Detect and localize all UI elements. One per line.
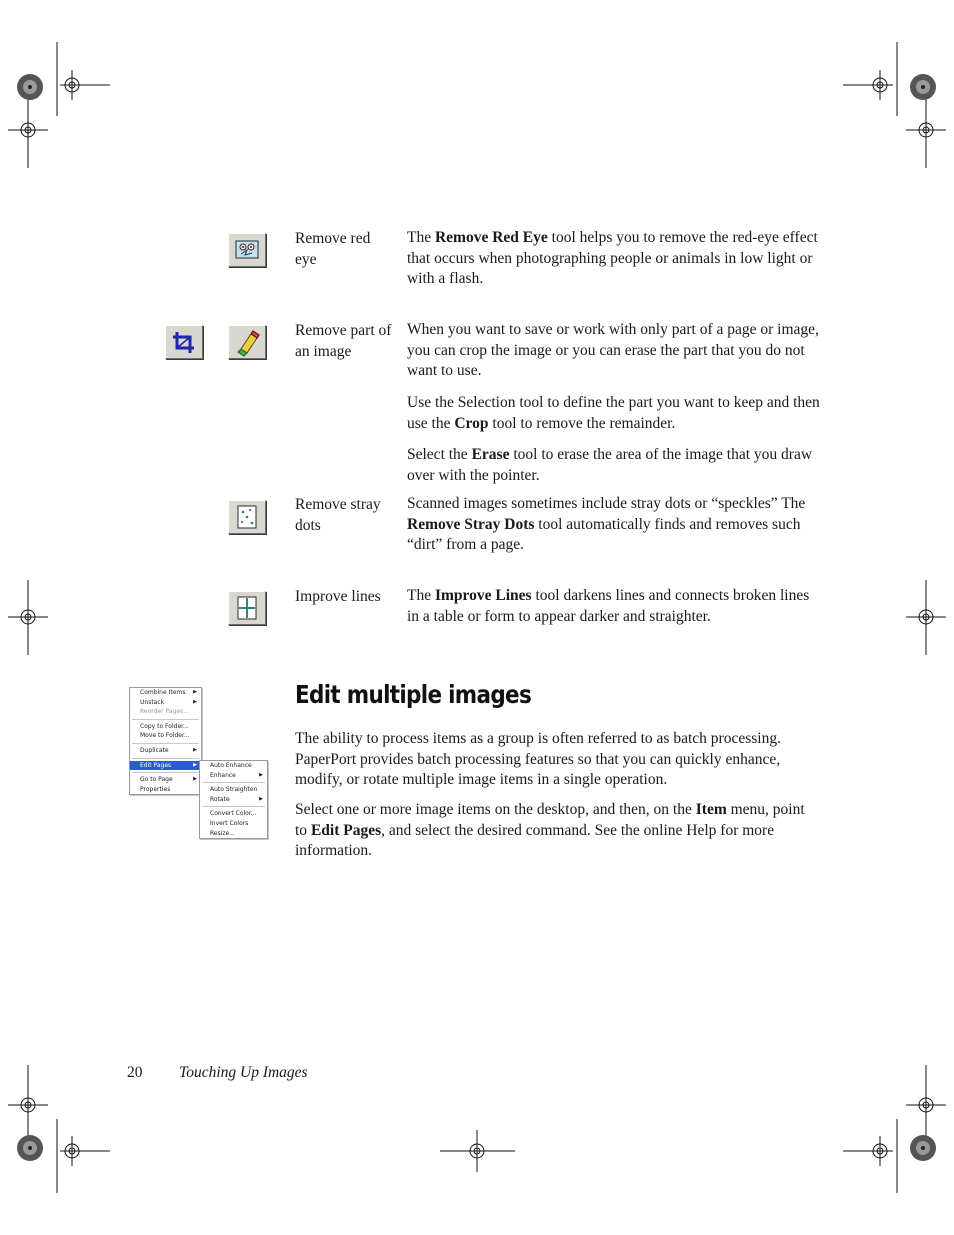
menu-item-label: Convert Color...: [210, 810, 257, 818]
submenu-arrow-icon: ▶: [259, 771, 263, 778]
submenu-arrow-icon: ▶: [193, 761, 197, 768]
menu-item-label: Enhance: [210, 771, 236, 779]
menu-item-label: Move to Folder...: [140, 732, 190, 740]
menu-item-label: Go to Page: [140, 776, 173, 784]
remove-red-eye-tool-button[interactable]: [228, 233, 266, 267]
edit-pages-submenu: [199, 760, 268, 839]
section-paragraph: Select one or more image items on the desktop, and then, on the Item menu, point to Edit Pages, and select the desired command. See the online Help for more information.: [295, 801, 805, 859]
section-heading: Edit multiple images: [295, 680, 532, 709]
menu-separator: [132, 719, 199, 720]
menu-item-label: Rotate: [210, 795, 230, 803]
row-label-remove-stray-dots: Remove stray dots: [295, 496, 381, 534]
menu-item-enhance[interactable]: [200, 771, 267, 781]
menu-item-reorder-pages[interactable]: [130, 707, 201, 717]
row-description: Use the Selection tool to define the part you want to keep and then use the Crop tool to remove the remainder.: [407, 394, 820, 432]
crop-icon: [166, 326, 202, 358]
menu-item-label: Duplicate: [140, 746, 169, 754]
submenu-arrow-icon: ▶: [193, 746, 197, 753]
menu-separator: [132, 743, 199, 744]
submenu-arrow-icon: ▶: [193, 776, 197, 783]
row-label-remove-red-eye: Remove red eye: [295, 230, 371, 268]
menu-item-label: Reorder Pages...: [140, 708, 189, 716]
menu-item-edit-pages[interactable]: [130, 761, 201, 771]
row-description: When you want to save or work with only part of a page or image, you can crop the image or you can erase the part that you do not want to use.: [407, 321, 819, 379]
erase-tool-button[interactable]: [228, 325, 266, 359]
menu-item-auto-enhance[interactable]: [200, 761, 267, 771]
menu-item-convert-color[interactable]: [200, 809, 267, 819]
menu-item-resize[interactable]: [200, 829, 267, 839]
menu-item-properties[interactable]: [130, 785, 201, 795]
row-description: The Remove Red Eye tool helps you to remove the red-eye effect that occurs when photographing people or animals in low light or with a flash.: [407, 229, 818, 287]
menu-item-unstack[interactable]: [130, 698, 201, 708]
improve-lines-tool-button[interactable]: [228, 591, 266, 625]
running-footer-chapter: Touching Up Images: [179, 1064, 308, 1081]
row-description: Select the Erase tool to erase the area of the image that you draw over with the pointer.: [407, 446, 813, 484]
menu-item-label: Unstack: [140, 698, 165, 706]
menu-item-label: Auto Straighten: [210, 786, 258, 794]
submenu-arrow-icon: ▶: [193, 689, 197, 695]
menu-item-label: Edit Pages: [140, 761, 172, 769]
menu-separator: [202, 782, 265, 783]
row-label-improve-lines: Improve lines: [295, 588, 381, 605]
menu-item-invert-colors[interactable]: [200, 819, 267, 829]
item-context-menu: [129, 687, 202, 795]
section-paragraph: The ability to process items as a group is often referred to as batch processing. PaperPort provides batch processing features so that you can quickly enhance, modify, or rotate multiple image items in a single operation.: [295, 730, 781, 788]
eraser-icon: [229, 326, 265, 358]
submenu-arrow-icon: ▶: [259, 795, 263, 802]
menu-item-copy-to-folder[interactable]: [130, 722, 201, 732]
page-number: 20: [127, 1064, 143, 1081]
menu-item-label: Auto Enhance: [210, 762, 252, 769]
menu-separator: [132, 758, 199, 759]
submenu-arrow-icon: ▶: [193, 698, 197, 705]
improve-lines-icon: [229, 592, 265, 624]
menu-item-move-to-folder[interactable]: [130, 731, 201, 741]
stray-dots-icon: [229, 501, 265, 533]
menu-item-label: Copy to Folder...: [140, 722, 189, 730]
row-label-remove-part: Remove part of an image: [295, 322, 392, 360]
menu-separator: [202, 806, 265, 807]
menu-separator: [132, 772, 199, 773]
crop-tool-button[interactable]: [165, 325, 203, 359]
menu-item-go-to-page[interactable]: [130, 775, 201, 785]
menu-item-duplicate[interactable]: [130, 746, 201, 756]
remove-stray-dots-tool-button[interactable]: [228, 500, 266, 534]
row-description: Scanned images sometimes include stray dots or “speckles” The Remove Stray Dots tool automatically finds and removes such “dirt” from a page.: [407, 495, 806, 553]
red-eye-icon: [229, 234, 265, 266]
menu-item-label: Resize...: [210, 829, 235, 837]
menu-item-rotate[interactable]: [200, 795, 267, 805]
menu-item-label: Properties: [140, 785, 171, 793]
menu-item-combine-items[interactable]: [130, 688, 201, 698]
menu-item-label: Combine Items: [140, 689, 186, 696]
menu-item-auto-straighten[interactable]: [200, 785, 267, 795]
menu-item-label: Invert Colors: [210, 819, 249, 827]
row-description: The Improve Lines tool darkens lines and connects broken lines in a table or form to appear darker and straighter.: [407, 587, 810, 625]
